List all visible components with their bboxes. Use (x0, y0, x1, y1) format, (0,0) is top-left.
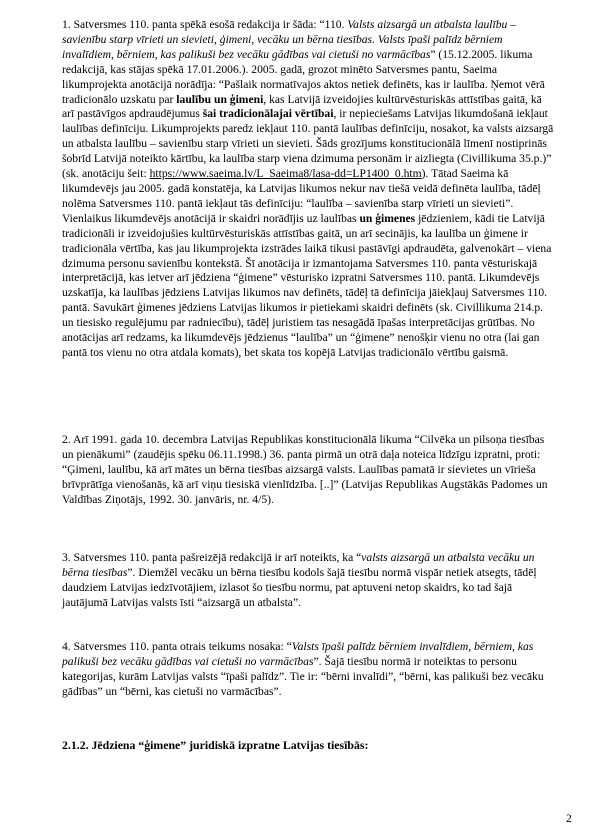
p1-text-4: , ir nepieciešams Latvijas likumdošanā iekļaut laulības definīciju. Likumprojekts paredz iekļaut 110. pantā laulības definīciju, nosakot, ka valsts aizsargā un atbalsta laulību – savienību starp vīrieti un sievieti. Šāds grozījums konstitucionālā līmenī nostiprinās šobrīd Latvijā noteikto kārtību, ka laulība starp viena dzimuma personām ir aizliegta (Civillikuma 35.p.)” (sk. anotāciju šeit: (62, 107, 554, 181)
p1-text-6: jēdzieniem, kādi tie Latvijā tradicionāli ir izveidojušies kultūrvēsturiskās attīstības gaitā, un arī secinājis, ka laulība un ģimene ir tradicionāla vērtība, kas jau likumprojekta izstrādes laikā tikusi pastāvīgi apdraudēta, galvenokārt – viena dzimuma personu savienību kontekstā. Šī anotācija ir izmantojama Satversmes 110. panta vēsturiskajā interpretācijā, kas ietver arī jēdziena “ģimene” vēsturisko izpratni Satversmes 110. pantā. Likumdevējs uzskatīja, ka laulības jēdziens Latvijas likumos nav definēts, tādēļ tā definīcija jāiekļauj Satversmes 110. pantā. Savukārt ģimenes jēdziens Latvijas likumos ir pietiekami skaidri definēts (sk. Civillikuma 214.p. un tiesisko regulējumu par radniecību), tādēļ juristiem tas nesagādā īpašas interpretācijas grūtības. No anotācijas arī redzams, ka likumdevējs jēdzienus “laulība” un “ģimene” nenošķir vienu no otra (lai gan pantā tos vienu no otra atdala komats), bet skata tos kopējā Latvijas tradicionālo vērtību gaismā. (62, 211, 552, 359)
saeima-annotation-link[interactable]: https://www.saeima.lv/L_Saeima8/lasa-dd=LP1400_0.htm (149, 167, 422, 181)
p3-text-2: ”. Diemžēl vecāku un bērna tiesību kodols šajā tiesību normā vispār netiek atsegts, tādēļ daudziem Latvijas iedzīvotājiem, izlasot šo tiesību normu, pat aptuveni netop skaidrs, ko tad šajā jautājumā Latvijas valsts īsti “aizsargā un atbalsta”. (62, 565, 537, 609)
paragraph-2 (62, 433, 555, 508)
paragraph-3 (62, 551, 555, 611)
p3-text-1: 3. Satversmes 110. panta pašreizējā redakcijā ir arī noteikts, ka “ (62, 551, 362, 564)
p1-quote-italic: Valsts aizsargā un atbalsta laulību – savienību starp vīrieti un sievieti, ģimeni, vecāku un bērna tiesības. Valsts īpaši palīdz bērniem invalīdiem, bērniem, kas palikuši bez vecāku gādības vai cietuši no varmācības (62, 18, 517, 61)
page-number: 2 (566, 812, 572, 825)
p3-quote-italic: valsts aizsargā un atbalsta vecāku un bērna tiesības (62, 551, 535, 579)
p1-bold-marriage-family: laulību un ģimeni (176, 92, 264, 106)
p1-text-3: , kas Latvijā izveidojies kultūrvēsturiskās attīstības gaitā, kā arī pastāvīgos apdraudējumus (62, 92, 542, 121)
p2-text: 2. Arī 1991. gada 10. decembra Latvijas Republikas konstitucionālā likuma “Cilvēka un pilsoņa tiesības un pienākumi” (zaudējis spēku 06.11.1998.) 36. panta pirmā un otrā daļa noteica līdzīgu izpratni, proti: “Ģimeni, laulību, kā arī mātes un bērna tiesības aizsargā valsts. Laulības pamatā ir sievietes un vīrieša brīvprātīga vienošanās, kā arī viņu tiesiskā vienlīdzība. [..]” (Latvijas Republikas Augstākās Padomes un Valdības Ziņotājs, 1992. 30. janvāris, nr. 4/5). (62, 433, 548, 506)
paragraph-1 (62, 18, 555, 361)
p4-quote-italic: Valsts īpaši palīdz bērniem invalīdiem, bērniem, kas palikuši bez vecāku gādības vai cietuši no varmācības (62, 640, 534, 668)
paragraph-4 (62, 640, 555, 700)
section-heading: 2.1.2. Jēdziena “ģimene” juridiskā izpratne Latvijas tiesībās: (62, 738, 369, 752)
p4-text-2: ”. Šajā tiesību normā ir noteiktas to personu kategorijas, kurām Latvijas valsts “īpaši palīdz”. Tie ir: “bērni invalīdi”, “bērni, kas palikuši bez vecāku gādības” un “bērni, kas cietuši no varmācības”. (62, 654, 544, 698)
p1-text-1: 1. Satversmes 110. panta spēkā esošā redakcija ir šāda: “110. (62, 18, 348, 31)
p1-bold-and-family: un ģimenes (359, 211, 416, 225)
p1-bold-traditional-value: šai tradicionālajai vērtībai (202, 107, 334, 121)
p1-text-5: ). Tātad Saeima kā likumdevējs jau 2005. gadā konstatēja, ka Latvijas likumos nekur nav tiešā veidā definēta laulība, tādēļ nolēma Satversmes 110. pantā iekļaut tās definīciju: “laulība – savienība starp vīrieti un sievieti”. Vienlaikus likumdevējs anotācijā ir skaidri norādījis uz laulības (62, 167, 541, 225)
p4-text-1: 4. Satversmes 110. panta otrais teikums nosaka: “ (62, 640, 292, 653)
p1-text-2: ” (15.12.2005. likuma redakcijā, kas stājas spēkā 17.01.2006.). 2005. gadā, grozot minēto Satversmes pantu, Saeima likumprojekta anotācijā norādīja: “Pašlaik normatīvajos aktos netiek definēts, kas ir laulība. Ņemot vērā tradicionālo uzskatu par (62, 47, 545, 106)
